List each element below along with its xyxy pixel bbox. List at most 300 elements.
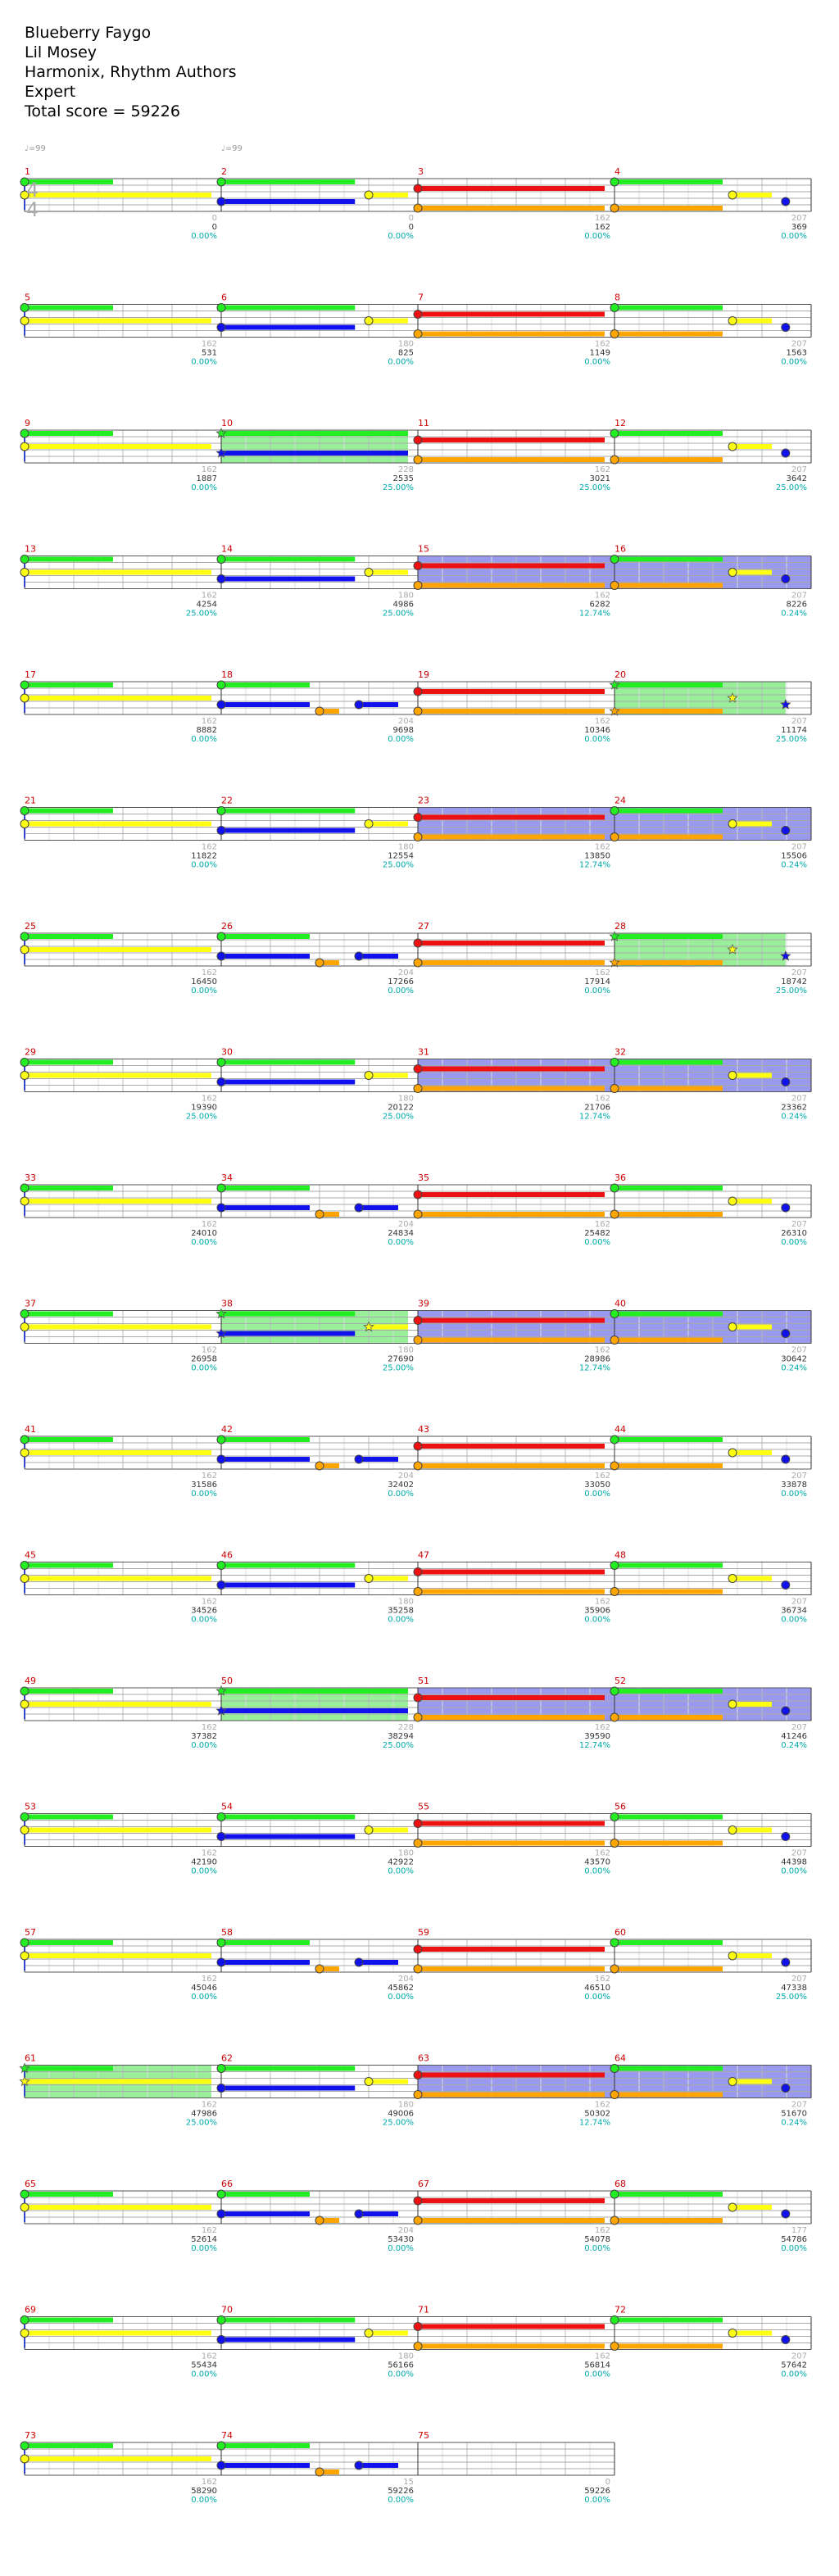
note-gem-icon — [217, 304, 225, 312]
measure-number: 60 — [615, 1927, 626, 1938]
note-gem-icon — [20, 556, 29, 564]
note-gem-icon — [782, 2210, 790, 2218]
cumulative-score: 33878 — [781, 1481, 807, 1490]
measure-54 — [217, 1802, 418, 1876]
measure-number: 74 — [221, 2430, 233, 2441]
percent-label: 0.00% — [388, 1490, 414, 1499]
note-gem-icon — [728, 1826, 737, 1834]
percent-label: 25.00% — [185, 609, 217, 619]
note-gem-icon — [217, 178, 225, 186]
measure-number: 53 — [25, 1801, 36, 1812]
note-gem-icon — [414, 2091, 422, 2099]
measure-points: 207 — [791, 2100, 807, 2110]
measure-3 — [414, 166, 615, 241]
note-gem-icon — [414, 833, 422, 841]
note-gem-icon — [414, 1190, 422, 1199]
percent-label: 0.00% — [191, 986, 217, 995]
measure-44 — [610, 1424, 811, 1499]
measure-number: 25 — [25, 921, 36, 932]
measure-number: 50 — [221, 1676, 233, 1686]
note-gem-icon — [355, 2210, 363, 2218]
note-gem-icon — [610, 556, 619, 564]
measure-points: 204 — [397, 1220, 414, 1229]
cumulative-score: 50302 — [584, 2109, 610, 2119]
note-gem-icon — [782, 1204, 790, 1212]
note-gem-icon — [217, 2065, 225, 2073]
measure-57 — [20, 1927, 221, 2002]
cumulative-score: 8882 — [196, 726, 217, 735]
note-gem-icon — [217, 1204, 225, 1212]
note-gem-icon — [782, 197, 790, 206]
measure-points: 162 — [594, 1848, 610, 1858]
measure-number: 17 — [25, 669, 36, 680]
note-gem-icon — [20, 2329, 29, 2338]
measure-63 — [414, 2053, 615, 2128]
cumulative-score: 17266 — [388, 977, 414, 986]
measure-6 — [217, 293, 418, 367]
measure-number: 37 — [25, 1298, 36, 1309]
measure-43 — [414, 1424, 615, 1499]
measure-number: 72 — [615, 2304, 626, 2315]
cumulative-score: 0 — [408, 223, 414, 232]
measure-number: 19 — [418, 669, 429, 680]
note-gem-icon — [365, 820, 373, 828]
measure-53 — [20, 1802, 221, 1876]
note-gem-icon — [728, 2329, 737, 2338]
measure-73 — [20, 2430, 221, 2505]
note-gem-icon — [217, 1939, 225, 1947]
percent-label: 25.00% — [185, 1112, 217, 1122]
cumulative-score: 1149 — [589, 348, 610, 358]
measure-points: 162 — [201, 1220, 217, 1229]
cumulative-score: 47986 — [191, 2109, 217, 2119]
cumulative-score: 11174 — [781, 726, 807, 735]
percent-label: 0.00% — [191, 1490, 217, 1499]
note-gem-icon — [365, 2329, 373, 2338]
note-gem-icon — [610, 2216, 619, 2225]
note-gem-icon — [217, 197, 225, 206]
measure-number: 4 — [615, 166, 620, 177]
measure-67 — [414, 2179, 615, 2253]
measure-points: 180 — [397, 1094, 414, 1104]
note-gem-icon — [217, 556, 225, 564]
cumulative-score: 18742 — [781, 977, 807, 986]
measure-number: 70 — [221, 2304, 233, 2315]
note-gem-icon — [217, 1581, 225, 1590]
measure-number: 10 — [221, 418, 233, 429]
percent-label: 0.00% — [191, 2370, 217, 2379]
note-gem-icon — [728, 820, 737, 828]
percent-label: 0.00% — [191, 1615, 217, 1625]
cumulative-score: 162 — [594, 223, 610, 232]
cumulative-score: 55434 — [191, 2361, 217, 2370]
measure-31 — [414, 1047, 615, 1122]
note-gem-icon — [782, 827, 790, 835]
measure-points: 162 — [594, 2226, 610, 2235]
note-gem-icon — [782, 1581, 790, 1590]
note-gem-icon — [414, 184, 422, 193]
cumulative-score: 369 — [791, 223, 807, 232]
percent-label: 0.00% — [191, 1238, 217, 1247]
note-gem-icon — [728, 1449, 737, 1457]
measure-points: 162 — [594, 1220, 610, 1229]
measure-46 — [217, 1550, 418, 1625]
measure-64 — [610, 2053, 811, 2128]
measure-points: 162 — [594, 591, 610, 601]
measure-number: 42 — [221, 1424, 233, 1435]
measure-number: 6 — [221, 292, 227, 303]
note-gem-icon — [217, 575, 225, 583]
cumulative-score: 8226 — [786, 600, 807, 610]
note-gem-icon — [315, 1462, 324, 1470]
note-gem-icon — [610, 1588, 619, 1596]
measure-5 — [20, 293, 221, 367]
percent-label: 0.00% — [584, 2496, 610, 2505]
note-gem-icon — [610, 1085, 619, 1093]
measure-points: 207 — [791, 842, 807, 852]
measure-2 — [217, 166, 418, 241]
song-difficulty: Expert — [25, 83, 76, 101]
note-gem-icon — [217, 2190, 225, 2198]
measure-39 — [414, 1299, 615, 1373]
percent-label: 0.00% — [781, 1615, 807, 1625]
note-gem-icon — [728, 191, 737, 199]
measure-points: 0 — [211, 214, 217, 223]
measure-number: 61 — [25, 2052, 36, 2064]
percent-label: 0.00% — [191, 357, 217, 367]
measure-points: 162 — [594, 2352, 610, 2361]
measure-number: 16 — [615, 543, 626, 555]
percent-label: 0.00% — [191, 2244, 217, 2253]
measure-points: 180 — [397, 2100, 414, 2110]
percent-label: 0.00% — [388, 2496, 414, 2505]
note-gem-icon — [414, 2323, 422, 2331]
note-gem-icon — [217, 1435, 225, 1444]
measure-49 — [20, 1676, 221, 1750]
note-gem-icon — [217, 1059, 225, 1067]
note-gem-icon — [217, 827, 225, 835]
measure-34 — [217, 1172, 418, 1247]
measure-number: 14 — [221, 543, 233, 555]
percent-label: 0.00% — [191, 2496, 217, 2505]
cumulative-score: 26310 — [781, 1229, 807, 1238]
note-gem-icon — [217, 701, 225, 709]
note-gem-icon — [20, 317, 29, 325]
cumulative-score: 17914 — [584, 977, 610, 986]
cumulative-score: 36734 — [781, 1606, 807, 1616]
measure-70 — [217, 2305, 418, 2379]
note-gem-icon — [20, 1826, 29, 1834]
cumulative-score: 26958 — [191, 1354, 217, 1364]
note-gem-icon — [782, 1455, 790, 1463]
measure-1 — [20, 166, 221, 241]
percent-label: 25.00% — [775, 735, 807, 744]
note-gem-icon — [414, 687, 422, 696]
note-gem-icon — [782, 2084, 790, 2093]
note-gem-icon — [20, 1575, 29, 1583]
measure-number: 47 — [418, 1549, 429, 1561]
note-gem-icon — [20, 820, 29, 828]
measure-points: 204 — [397, 968, 414, 977]
note-gem-icon — [610, 1713, 619, 1721]
measure-74 — [217, 2430, 418, 2505]
measure-10 — [216, 418, 418, 492]
percent-label: 0.00% — [584, 986, 610, 995]
note-gem-icon — [414, 204, 422, 212]
measure-number: 44 — [615, 1424, 626, 1435]
measure-32 — [610, 1047, 811, 1122]
note-gem-icon — [414, 814, 422, 822]
note-gem-icon — [610, 2316, 619, 2324]
note-gem-icon — [610, 1562, 619, 1570]
note-gem-icon — [217, 807, 225, 815]
measure-number: 8 — [615, 292, 620, 303]
note-gem-icon — [315, 707, 324, 715]
percent-label: 0.00% — [584, 2370, 610, 2379]
measure-number: 55 — [418, 1801, 429, 1812]
measure-number: 15 — [418, 543, 429, 555]
note-gem-icon — [20, 807, 29, 815]
note-gem-icon — [414, 1694, 422, 1702]
note-gem-icon — [728, 1700, 737, 1708]
cumulative-score: 10346 — [584, 726, 610, 735]
measure-points: 162 — [201, 1975, 217, 1984]
cumulative-score: 42190 — [191, 1857, 217, 1867]
percent-label: 0.00% — [388, 2244, 414, 2253]
measure-points: 207 — [791, 968, 807, 977]
percent-label: 0.00% — [584, 1238, 610, 1247]
cumulative-score: 45862 — [388, 1984, 414, 1993]
measure-points: 162 — [201, 1723, 217, 1732]
percent-label: 25.00% — [382, 609, 414, 619]
measure-4 — [610, 166, 811, 241]
measure-points: 207 — [791, 1345, 807, 1355]
percent-label: 25.00% — [382, 860, 414, 870]
percent-label: 12.74% — [578, 1741, 610, 1750]
measure-number: 22 — [221, 795, 233, 806]
note-gem-icon — [217, 952, 225, 960]
note-gem-icon — [728, 2078, 737, 2086]
note-gem-icon — [365, 2078, 373, 2086]
percent-label: 0.00% — [191, 1866, 217, 1876]
measure-points: 162 — [201, 465, 217, 474]
note-gem-icon — [414, 959, 422, 967]
tempo-marker: ♩=99 — [25, 144, 46, 153]
note-gem-icon — [610, 304, 619, 312]
note-gem-icon — [355, 1455, 363, 1463]
measure-36 — [610, 1172, 811, 1247]
cumulative-score: 32402 — [388, 1481, 414, 1490]
cumulative-score: 2535 — [392, 474, 414, 483]
note-gem-icon — [315, 1210, 324, 1218]
note-gem-icon — [20, 1323, 29, 1331]
note-gem-icon — [217, 1813, 225, 1821]
note-gem-icon — [20, 1700, 29, 1708]
percent-label: 0.24% — [781, 1741, 807, 1750]
note-gem-icon — [20, 2455, 29, 2463]
note-gem-icon — [365, 569, 373, 577]
note-gem-icon — [782, 2336, 790, 2344]
note-gem-icon — [217, 324, 225, 332]
measure-55 — [414, 1802, 615, 1876]
tempo-marker: ♩=99 — [221, 144, 243, 153]
measure-number: 13 — [25, 543, 36, 555]
measure-22 — [217, 796, 418, 870]
measure-number: 48 — [615, 1549, 626, 1561]
note-gem-icon — [355, 952, 363, 960]
cumulative-score: 1563 — [786, 348, 807, 358]
note-gem-icon — [414, 707, 422, 715]
percent-label: 25.00% — [382, 1741, 414, 1750]
note-gem-icon — [20, 569, 29, 577]
note-gem-icon — [782, 1833, 790, 1841]
measure-points: 180 — [397, 1597, 414, 1607]
note-gem-icon — [414, 1820, 422, 1828]
measure-number: 68 — [615, 2179, 626, 2189]
note-gem-icon — [728, 317, 737, 325]
measure-number: 30 — [221, 1046, 233, 1058]
cumulative-score: 42922 — [388, 1857, 414, 1867]
note-gem-icon — [610, 1310, 619, 1318]
cumulative-score: 4254 — [196, 600, 217, 610]
note-gem-icon — [414, 1945, 422, 1953]
cumulative-score: 56166 — [388, 2361, 414, 2370]
cumulative-score: 49006 — [388, 2109, 414, 2119]
measure-points: 0 — [408, 214, 414, 223]
measure-number: 73 — [25, 2430, 36, 2441]
note-gem-icon — [217, 1078, 225, 1086]
note-gem-icon — [20, 1310, 29, 1318]
note-gem-icon — [217, 2316, 225, 2324]
note-gem-icon — [217, 932, 225, 941]
measure-points: 204 — [397, 1472, 414, 1481]
cumulative-score: 59226 — [388, 2487, 414, 2496]
measure-number: 34 — [221, 1172, 233, 1183]
measure-41 — [20, 1424, 221, 1499]
note-gem-icon — [315, 1965, 324, 1973]
note-gem-icon — [610, 2190, 619, 2198]
measure-points: 180 — [397, 591, 414, 601]
note-gem-icon — [414, 1965, 422, 1973]
note-gem-icon — [365, 1826, 373, 1834]
measure-number: 21 — [25, 795, 36, 806]
percent-label: 0.00% — [584, 735, 610, 744]
note-gem-icon — [610, 1839, 619, 1848]
cumulative-score: 38294 — [388, 1732, 414, 1741]
note-gem-icon — [782, 1958, 790, 1966]
note-gem-icon — [610, 330, 619, 338]
cumulative-score: 23362 — [781, 1103, 807, 1113]
note-gem-icon — [20, 1813, 29, 1821]
note-gem-icon — [610, 1210, 619, 1218]
note-gem-icon — [217, 2084, 225, 2093]
cumulative-score: 15506 — [781, 851, 807, 861]
measure-number: 43 — [418, 1424, 429, 1435]
note-gem-icon — [414, 562, 422, 570]
note-gem-icon — [20, 1449, 29, 1457]
measure-points: 204 — [397, 1975, 414, 1984]
measure-points: 162 — [594, 465, 610, 474]
cumulative-score: 28986 — [584, 1354, 610, 1364]
cumulative-score: 3021 — [589, 474, 610, 483]
note-gem-icon — [610, 582, 619, 590]
measure-points: 162 — [201, 1848, 217, 1858]
measure-points: 180 — [397, 842, 414, 852]
note-gem-icon — [217, 1455, 225, 1463]
measure-15 — [414, 544, 615, 619]
percent-label: 0.00% — [191, 1363, 217, 1373]
cumulative-score: 43570 — [584, 1857, 610, 1867]
measure-number: 56 — [615, 1801, 626, 1812]
measure-points: 162 — [201, 1094, 217, 1104]
measure-number: 12 — [615, 418, 626, 429]
measure-number: 3 — [418, 166, 424, 177]
percent-label: 25.00% — [185, 2118, 217, 2128]
percent-label: 0.00% — [781, 2244, 807, 2253]
note-gem-icon — [20, 1184, 29, 1192]
measure-11 — [414, 418, 615, 492]
measure-points: 180 — [397, 1848, 414, 1858]
note-gem-icon — [414, 1317, 422, 1325]
measure-points: 162 — [201, 2226, 217, 2235]
percent-label: 0.00% — [191, 1741, 217, 1750]
note-gem-icon — [414, 939, 422, 947]
measure-75 — [418, 2430, 615, 2505]
cumulative-score: 0 — [211, 223, 217, 232]
percent-label: 0.00% — [584, 357, 610, 367]
cumulative-score: 39590 — [584, 1732, 610, 1741]
note-gem-icon — [610, 1939, 619, 1947]
note-gem-icon — [782, 575, 790, 583]
measure-35 — [414, 1172, 615, 1247]
measure-number: 18 — [221, 669, 233, 680]
measure-points: 180 — [397, 2352, 414, 2361]
measure-number: 45 — [25, 1549, 36, 1561]
measure-points: 162 — [594, 968, 610, 977]
measure-38 — [216, 1299, 418, 1373]
measure-number: 71 — [418, 2304, 429, 2315]
percent-label: 0.00% — [781, 357, 807, 367]
song-title: Blueberry Faygo — [25, 24, 152, 42]
percent-label: 0.00% — [191, 232, 217, 241]
note-gem-icon — [728, 2203, 737, 2211]
measure-number: 54 — [221, 1801, 233, 1812]
note-gem-icon — [20, 1939, 29, 1947]
measure-number: 36 — [615, 1172, 626, 1183]
measure-number: 46 — [221, 1549, 233, 1561]
percent-label: 0.00% — [388, 1615, 414, 1625]
percent-label: 25.00% — [382, 483, 414, 492]
measure-points: 162 — [594, 339, 610, 349]
percent-label: 0.00% — [781, 1490, 807, 1499]
cumulative-score: 57642 — [781, 2361, 807, 2370]
percent-label: 0.00% — [584, 1993, 610, 2002]
note-gem-icon — [365, 1575, 373, 1583]
measure-62 — [217, 2053, 418, 2128]
percent-label: 0.00% — [388, 1993, 414, 2002]
note-gem-icon — [610, 456, 619, 464]
measure-points: 162 — [201, 2478, 217, 2487]
note-gem-icon — [414, 2216, 422, 2225]
measure-points: 207 — [791, 1220, 807, 1229]
note-gem-icon — [20, 1952, 29, 1960]
measure-number: 69 — [25, 2304, 36, 2315]
measure-points: 207 — [791, 1848, 807, 1858]
percent-label: 0.00% — [781, 1238, 807, 1247]
note-gem-icon — [610, 1059, 619, 1067]
measure-points: 162 — [201, 1345, 217, 1355]
measure-58 — [217, 1927, 418, 2002]
